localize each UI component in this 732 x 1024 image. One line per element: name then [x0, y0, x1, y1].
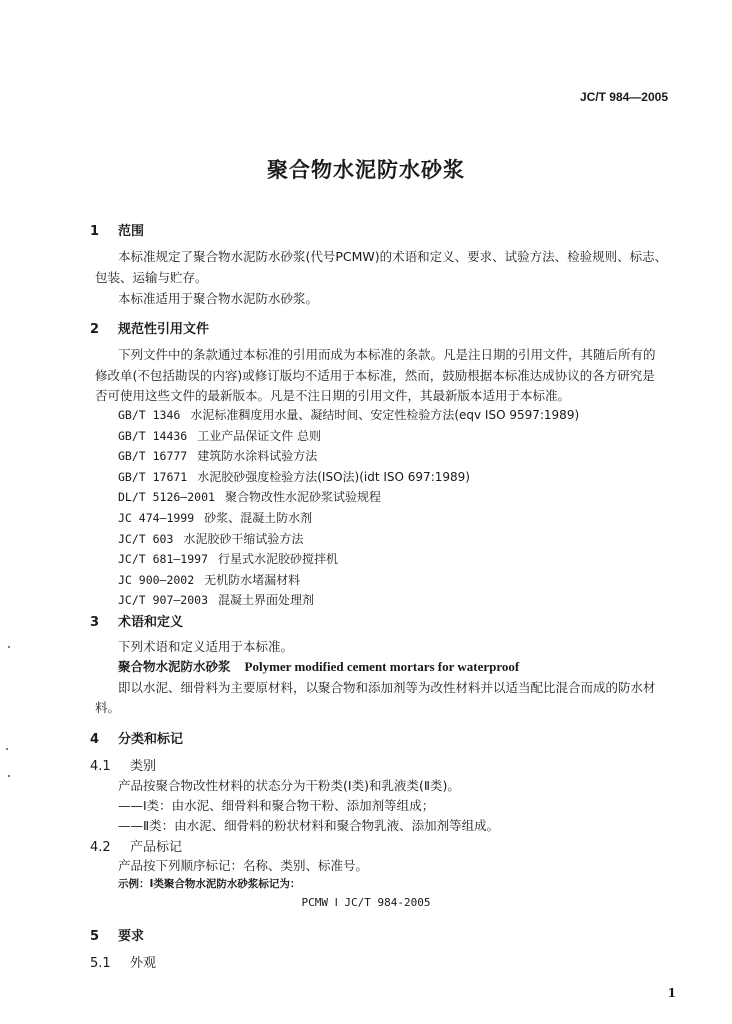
reference-code: DL/T 5126—2001: [118, 490, 215, 505]
section-title: 要求: [118, 929, 145, 944]
subsection-number: 4.1: [90, 759, 111, 774]
reference-code: GB/T 14436: [118, 428, 188, 443]
paragraph: 下列术语和定义适用于本标准。: [118, 639, 294, 654]
paragraph: 本标准规定了聚合物水泥防水砂浆(代号PCMW)的术语和定义、要求、试验方法、检验规则、标志、: [118, 249, 668, 264]
reference-title: 建筑防水涂料试验方法: [197, 449, 318, 464]
reference-title: 聚合物改性水泥砂浆试验规程: [224, 490, 381, 505]
reference-title: 水泥胶砂干缩试验方法: [183, 531, 304, 546]
section-3-heading: [90, 611, 183, 630]
paragraph: 修改单(不包括勘误的内容)或修订版均不适用于本标准，然而，鼓励根据本标准达成协议的各方研究是: [95, 368, 655, 383]
reference-code: GB/T 1346: [118, 408, 181, 422]
reference-title: 水泥胶砂强度检验方法(ISO法)(idt ISO 697:1989): [197, 469, 470, 484]
term-entry: [118, 657, 519, 675]
reference-code: GB/T 16777: [118, 449, 188, 464]
section-1-heading: [90, 220, 144, 239]
scan-speck: [8, 775, 10, 777]
definition: 料。: [95, 700, 121, 715]
section-number: 5: [90, 929, 100, 944]
section-number: 2: [90, 322, 100, 337]
scan-speck: [8, 646, 10, 648]
paragraph: 否可使用这些文件的最新版本。凡是不注日期的引用文件，其最新版本适用于本标准。: [95, 388, 571, 403]
paragraph: 产品按聚合物改性材料的状态分为干粉类(Ⅰ类)和乳液类(Ⅱ类)。: [118, 778, 460, 793]
section-title: 术语和定义: [118, 615, 184, 630]
reference-item: [118, 550, 338, 567]
reference-item: [118, 488, 381, 505]
reference-title: 行星式水泥胶砂搅拌机: [218, 552, 339, 567]
list-item: ——Ⅱ类：由水泥、细骨料的粉状材料和聚合物乳液、添加剂等组成。: [118, 818, 500, 833]
subsection-title: 产品标记: [130, 840, 183, 855]
paragraph: 产品按下列顺序标记：名称、类别、标准号。: [118, 858, 369, 873]
reference-code: JC/T 603: [118, 531, 174, 546]
reference-code: JC/T 681—1997: [118, 552, 209, 567]
subsection-title: 外观: [130, 956, 157, 971]
reference-item: [118, 509, 312, 526]
reference-title: 混凝土界面处理剂: [218, 593, 315, 608]
reference-code: JC/T 907—2003: [118, 593, 209, 608]
definition: 即以水泥、细骨料为主要原材料，以聚合物和添加剂等为改性材料并以适当配比混合而成的防水材: [118, 680, 656, 695]
section-title: 范围: [118, 224, 145, 239]
term-chinese: 聚合物水泥防水砂浆: [118, 659, 231, 674]
section-2-heading: [90, 318, 209, 337]
example-label: 示例：Ⅰ类聚合物水泥防水砂浆标记为：: [118, 878, 301, 890]
term-english: Polymer modified cement mortars for waterproof: [244, 659, 520, 674]
subsection-number: 5.1: [90, 956, 111, 971]
subsection-4-1-heading: [90, 755, 156, 774]
section-title: 分类和标记: [118, 732, 184, 747]
section-4-heading: [90, 728, 183, 747]
section-number: 1: [90, 224, 100, 239]
product-mark: PCMW Ⅰ JC/T 984-2005: [301, 896, 431, 909]
reference-item: [118, 447, 317, 464]
reference-code: GB/T 17671: [118, 469, 188, 484]
reference-title: 砂浆、混凝土防水剂: [204, 511, 313, 525]
subsection-5-1-heading: [90, 952, 156, 971]
document-title: 聚合物水泥防水砂浆: [267, 157, 465, 182]
paragraph: 本标准适用于聚合物水泥防水砂浆。: [118, 291, 319, 306]
section-number: 4: [90, 732, 100, 747]
paragraph: 包装、运输与贮存。: [95, 270, 208, 285]
reference-code: JC 474—1999: [118, 511, 195, 525]
standard-code: JC/T 984—2005: [579, 90, 668, 104]
reference-item: [118, 591, 314, 608]
reference-item: [118, 468, 470, 485]
reference-item: [118, 530, 303, 547]
section-5-heading: [90, 925, 144, 944]
section-title: 规范性引用文件: [118, 322, 210, 337]
subsection-number: 4.2: [90, 840, 111, 855]
reference-item: [118, 427, 321, 444]
section-number: 3: [90, 615, 100, 630]
reference-title: 无机防水堵漏材料: [204, 572, 301, 587]
reference-code: JC 900—2002: [118, 572, 195, 587]
subsection-title: 类别: [130, 759, 157, 774]
reference-item: [118, 571, 300, 588]
page-number: 1: [667, 986, 676, 1000]
list-item: ——Ⅰ类：由水泥、细骨料和聚合物干粉、添加剂等组成；: [118, 798, 435, 813]
scan-speck: [6, 748, 8, 750]
reference-item: [118, 406, 579, 423]
subsection-4-2-heading: [90, 836, 182, 855]
reference-title: 工业产品保证文件 总则: [197, 428, 322, 443]
reference-title: 水泥标准稠度用水量、凝结时间、安定性检验方法(eqv ISO 9597:1989): [190, 408, 580, 422]
paragraph: 下列文件中的条款通过本标准的引用而成为本标准的条款。凡是注日期的引用文件，其随后所有的: [118, 347, 656, 362]
